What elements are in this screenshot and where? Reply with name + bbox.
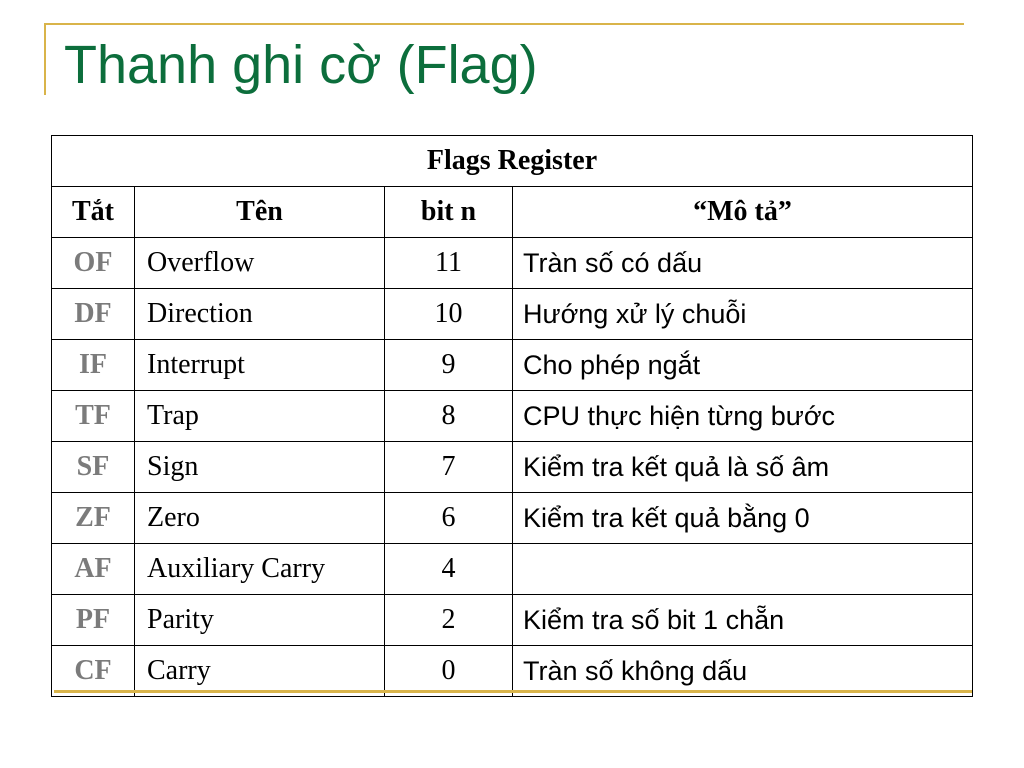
flag-abbr: ZF: [52, 493, 135, 544]
header-name: Tên: [135, 187, 385, 238]
flag-description: Cho phép ngắt: [513, 340, 973, 391]
flag-description: Kiểm tra số bit 1 chẵn: [513, 595, 973, 646]
table-row: [52, 493, 973, 544]
flag-bit: 0: [385, 646, 513, 697]
flag-abbr: IF: [52, 340, 135, 391]
table-row: [52, 442, 973, 493]
flag-description: Tràn số có dấu: [513, 238, 973, 289]
decorative-left-line: [44, 23, 46, 95]
flag-bit: 4: [385, 544, 513, 595]
table-caption-row: [52, 136, 973, 187]
flag-name: Trap: [135, 391, 385, 442]
flag-name: Zero: [135, 493, 385, 544]
flag-description: CPU thực hiện từng bước: [513, 391, 973, 442]
flag-abbr: DF: [52, 289, 135, 340]
flag-bit: 2: [385, 595, 513, 646]
table-row: [52, 544, 973, 595]
table-row: [52, 391, 973, 442]
flag-bit: 11: [385, 238, 513, 289]
flag-name: Direction: [135, 289, 385, 340]
flag-abbr: SF: [52, 442, 135, 493]
flag-bit: 6: [385, 493, 513, 544]
flag-bit: 7: [385, 442, 513, 493]
flag-name: Sign: [135, 442, 385, 493]
header-abbr: Tắt: [52, 187, 135, 238]
table-caption: Flags Register: [52, 136, 973, 187]
slide-title: Thanh ghi cờ (Flag): [64, 35, 538, 95]
table-row: [52, 289, 973, 340]
table-row: [52, 340, 973, 391]
header-bit: bit n: [385, 187, 513, 238]
decorative-top-line: [44, 23, 964, 25]
flag-description: [513, 544, 973, 595]
flag-description: Hướng xử lý chuỗi: [513, 289, 973, 340]
flag-description: Kiểm tra kết quả là số âm: [513, 442, 973, 493]
flag-name: Overflow: [135, 238, 385, 289]
flag-name: Interrupt: [135, 340, 385, 391]
flag-name: Parity: [135, 595, 385, 646]
table-row: [52, 238, 973, 289]
table-row: [52, 595, 973, 646]
flag-abbr: AF: [52, 544, 135, 595]
flag-description: Tràn số không dấu: [513, 646, 973, 697]
flag-bit: 9: [385, 340, 513, 391]
flag-abbr: OF: [52, 238, 135, 289]
flag-abbr: TF: [52, 391, 135, 442]
table-header-row: [52, 187, 973, 238]
flag-name: Auxiliary Carry: [135, 544, 385, 595]
flag-name: Carry: [135, 646, 385, 697]
flag-bit: 10: [385, 289, 513, 340]
flag-bit: 8: [385, 391, 513, 442]
flag-abbr: PF: [52, 595, 135, 646]
flag-description: Kiểm tra kết quả bằng 0: [513, 493, 973, 544]
flags-register-table: [51, 135, 973, 697]
decorative-bottom-line: [54, 690, 972, 693]
header-description: “Mô tả”: [513, 187, 973, 238]
flag-abbr: CF: [52, 646, 135, 697]
table-row: [52, 646, 973, 697]
